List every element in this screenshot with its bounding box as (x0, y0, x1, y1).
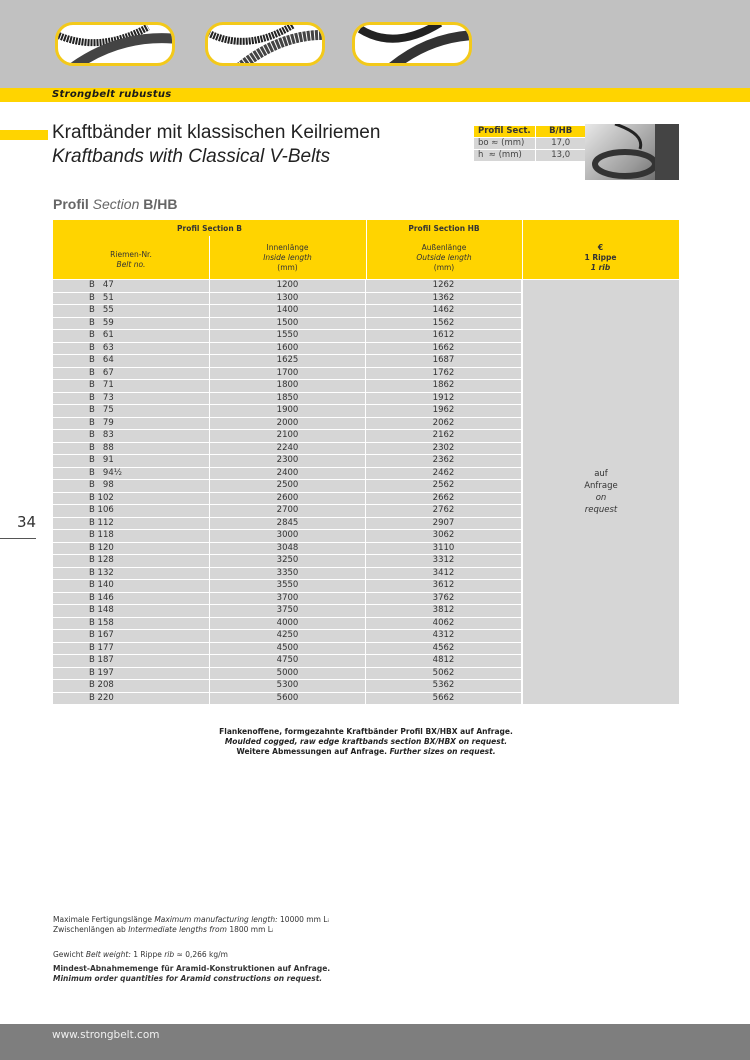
belt-number-text: B 146 (89, 592, 114, 603)
inside-length: 3048 (210, 543, 365, 555)
belt-number (53, 318, 209, 330)
page-title-de: Kraftbänder mit klassischen Keilriemen (52, 122, 381, 143)
title-marker (0, 130, 48, 140)
inside-length: 1400 (210, 305, 365, 317)
belt-number (53, 680, 209, 692)
col-header-price (522, 243, 679, 273)
max-length-en: Maximum manufacturing length: (154, 915, 278, 924)
inside-length: 3250 (210, 555, 365, 567)
outside-length: 2362 (366, 455, 521, 467)
belt-number-text: B 158 (89, 617, 114, 628)
belt-number-text: B 67 (89, 367, 114, 378)
outside-length: 4312 (366, 630, 521, 642)
max-length-line (53, 915, 329, 925)
belt-number (53, 530, 209, 542)
outside-length: 3412 (366, 568, 521, 580)
belt-number-text: B 118 (89, 530, 114, 540)
belt-number (53, 280, 209, 292)
max-length-value: 10000 mm Lᵢ (277, 915, 329, 924)
price-text-de-2: Anfrage (584, 481, 618, 491)
col-header-outside-unit: (mm) (433, 263, 455, 272)
belt-number (53, 468, 209, 480)
col-header-belt-de: Riemen-Nr. (110, 250, 152, 259)
section-title-prefix: Profil (53, 196, 93, 212)
belt-number-text: B 132 (89, 567, 114, 578)
inside-length: 1600 (210, 343, 365, 355)
section-title-italic: Section (92, 196, 140, 212)
belt-number-text: B 83 (89, 430, 114, 440)
inside-length: 2240 (210, 443, 365, 455)
intermediate-value: 1800 mm Lᵢ (226, 925, 274, 934)
inside-length: 4000 (210, 618, 365, 630)
belt-number (53, 405, 209, 417)
belt-photo-2 (205, 22, 325, 66)
belt-number-text: B 88 (89, 442, 114, 453)
outside-length: 3312 (366, 555, 521, 567)
belt-photo-1 (55, 22, 175, 66)
inside-length: 2600 (210, 493, 365, 505)
min-order-de: Mindest-Abnahmemenge für Aramid-Konstruktionen auf Anfrage. (53, 964, 331, 973)
section-title (53, 196, 178, 212)
inside-length: 5000 (210, 668, 365, 680)
outside-length: 2162 (366, 430, 521, 442)
intermediate-length-line (53, 925, 273, 935)
inside-length: 5300 (210, 680, 365, 692)
belt-number-text: B 71 (89, 380, 114, 390)
belt-number-text: B 61 (89, 330, 114, 340)
belt-number (53, 693, 209, 705)
outside-length: 2302 (366, 443, 521, 455)
belt-number-text: B 128 (89, 555, 114, 565)
outside-length: 3612 (366, 580, 521, 592)
belt-number-text: B 75 (89, 405, 114, 415)
spec-label: h ≈ (mm) (474, 150, 536, 162)
page-title-en: Kraftbands with Classical V-Belts (52, 146, 331, 167)
outside-length: 2762 (366, 505, 521, 517)
weight-rib-en: rib (164, 950, 175, 959)
belt-number (53, 630, 209, 642)
inside-length: 2700 (210, 505, 365, 517)
inside-length: 3700 (210, 593, 365, 605)
belt-number (53, 330, 209, 342)
note-de: Flankenoffene, formgezahnte Kraftbänder Profil BX/HBX auf Anfrage. (219, 727, 513, 736)
belt-photo-3 (352, 22, 472, 66)
belt-number (53, 293, 209, 305)
belt-number (53, 393, 209, 405)
belt-number (53, 655, 209, 667)
col-header-outside-de: Außenlänge (421, 243, 467, 252)
outside-length: 1962 (366, 405, 521, 417)
inside-length: 4250 (210, 630, 365, 642)
belt-number (53, 618, 209, 630)
outside-length: 3110 (366, 543, 521, 555)
inside-length: 4500 (210, 643, 365, 655)
group-header-b: Profil Section B (177, 224, 242, 233)
col-header-price-currency: € (597, 243, 604, 252)
page-number-rule (0, 538, 36, 539)
inside-length: 1800 (210, 380, 365, 392)
col-header-price-de: 1 Rippe (584, 253, 617, 262)
outside-length: 1262 (366, 280, 521, 292)
inside-length: 2500 (210, 480, 365, 492)
inside-length: 1900 (210, 405, 365, 417)
belt-number-text: B 98 (89, 480, 114, 490)
belt-number (53, 568, 209, 580)
outside-length: 1562 (366, 318, 521, 330)
belt-number (53, 605, 209, 617)
belt-product-photo (585, 124, 679, 180)
belt-number-text: B 94½ (89, 467, 122, 478)
outside-length: 3762 (366, 593, 521, 605)
belt-number (53, 430, 209, 442)
belt-number-text: B 55 (89, 305, 114, 315)
note-further-de: Weitere Abmessungen auf Anfrage. (236, 747, 388, 756)
inside-length: 1850 (210, 393, 365, 405)
table-header (53, 220, 679, 279)
outside-length: 2907 (366, 518, 521, 530)
belt-number-text: B 63 (89, 342, 114, 353)
inside-length: 4750 (210, 655, 365, 667)
col-header-belt (53, 250, 209, 270)
belt-number-text: B 47 (89, 280, 114, 290)
inside-length: 3350 (210, 568, 365, 580)
intermediate-de: Zwischenlängen ab (53, 925, 129, 934)
belt-number-text: B 120 (89, 542, 114, 553)
belt-number (53, 305, 209, 317)
col-header-inside (209, 243, 366, 273)
intermediate-en: Intermediate lengths from (128, 925, 227, 934)
outside-length: 5062 (366, 668, 521, 680)
inside-length: 1500 (210, 318, 365, 330)
col-header-inside-unit: (mm) (277, 263, 298, 272)
inside-length: 5600 (210, 693, 365, 705)
brand-name: Strongbelt rubustus (52, 89, 172, 100)
col-header-inside-en: Inside length (263, 253, 312, 262)
belt-number (53, 643, 209, 655)
belt-number (53, 505, 209, 517)
outside-length: 1612 (366, 330, 521, 342)
belt-number (53, 343, 209, 355)
weight-en: Belt weight: (85, 950, 131, 959)
belt-number (53, 555, 209, 567)
outside-length: 2462 (366, 468, 521, 480)
inside-length: 3550 (210, 580, 365, 592)
price-text-en-1: on (595, 493, 607, 503)
belt-number (53, 668, 209, 680)
col-header-outside-en: Outside length (416, 253, 472, 262)
outside-length: 1462 (366, 305, 521, 317)
outside-length: 1662 (366, 343, 521, 355)
belt-number-text: B 106 (89, 505, 114, 515)
spec-value: 13,0 (535, 150, 586, 162)
max-length-de: Maximale Fertigungslänge (53, 915, 155, 924)
min-order-en: Minimum order quantities for Aramid constructions on request. (53, 974, 323, 983)
outside-length: 5662 (366, 693, 521, 705)
belt-table (53, 220, 679, 705)
outside-length: 1862 (366, 380, 521, 392)
belt-number (53, 543, 209, 555)
belt-number-text: B 220 (89, 692, 114, 703)
outside-length: 2562 (366, 480, 521, 492)
belt-number-text: B 64 (89, 355, 114, 365)
outside-length: 2662 (366, 493, 521, 505)
col-header-belt-en: Belt no. (116, 260, 146, 269)
inside-length: 2845 (210, 518, 365, 530)
outside-length: 4062 (366, 618, 521, 630)
belt-number (53, 418, 209, 430)
price-text-de-1: auf (594, 469, 608, 479)
note-en: Moulded cogged, raw edge kraftbands section BX/HBX on request. (224, 737, 508, 746)
belt-number (53, 493, 209, 505)
belt-number-text: B 59 (89, 317, 114, 328)
price-text-en-2: request (584, 505, 618, 515)
spec-label: bo ≈ (mm) (474, 138, 536, 150)
group-header-hb: Profil Section HB (408, 224, 480, 233)
belt-number-text: B 73 (89, 392, 114, 403)
belt-number (53, 593, 209, 605)
inside-length: 1625 (210, 355, 365, 367)
outside-length: 3062 (366, 530, 521, 542)
outside-length: 4562 (366, 643, 521, 655)
belt-number-text: B 197 (89, 667, 114, 678)
inside-length: 1550 (210, 330, 365, 342)
belt-number (53, 580, 209, 592)
inside-length: 1300 (210, 293, 365, 305)
table-body (53, 280, 679, 704)
weight-rib-de: 1 Rippe (130, 950, 165, 959)
section-title-suffix: B/HB (139, 196, 178, 212)
weight-line (53, 950, 228, 960)
col-header-inside-de: Innenlänge (266, 243, 309, 252)
inside-length: 1200 (210, 280, 365, 292)
belt-number (53, 380, 209, 392)
belt-number-text: B 112 (89, 517, 114, 528)
outside-length: 1912 (366, 393, 521, 405)
belt-number-text: B 187 (89, 655, 114, 665)
inside-length: 2300 (210, 455, 365, 467)
inside-length: 3750 (210, 605, 365, 617)
belt-number (53, 518, 209, 530)
belt-number (53, 355, 209, 367)
outside-length: 1362 (366, 293, 521, 305)
outside-length: 4812 (366, 655, 521, 667)
outside-length: 3812 (366, 605, 521, 617)
belt-number (53, 368, 209, 380)
website-link[interactable]: www.strongbelt.com (52, 1029, 160, 1041)
belt-number (53, 455, 209, 467)
outside-length: 1687 (366, 355, 521, 367)
inside-length: 1700 (210, 368, 365, 380)
spec-header-value: B/HB (535, 126, 586, 138)
belt-number (53, 443, 209, 455)
belt-number-text: B 102 (89, 492, 114, 503)
weight-de: Gewicht (53, 950, 86, 959)
col-header-price-en: 1 rib (590, 263, 611, 272)
belt-number-text: B 208 (89, 680, 114, 690)
belt-number-text: B 167 (89, 630, 114, 640)
col-header-outside (366, 243, 522, 273)
inside-length: 2400 (210, 468, 365, 480)
belt-number-text: B 79 (89, 417, 114, 428)
inside-length: 3000 (210, 530, 365, 542)
note-further-en: Further sizes on request. (389, 747, 496, 756)
belt-number-text: B 140 (89, 580, 114, 590)
spec-header-label: Profil Sect. (474, 126, 536, 138)
weight-value: ≈ 0,266 kg/m (174, 950, 228, 959)
belt-number-text: B 91 (89, 455, 114, 465)
table-notes (53, 727, 679, 757)
belt-number-text: B 148 (89, 605, 114, 615)
page-number: 34 (17, 513, 37, 531)
belt-number (53, 480, 209, 492)
outside-length: 1762 (366, 368, 521, 380)
inside-length: 2100 (210, 430, 365, 442)
outside-length: 5362 (366, 680, 521, 692)
belt-number-text: B 177 (89, 642, 114, 653)
spec-table (473, 125, 587, 162)
price-cell (523, 280, 679, 704)
spec-value: 17,0 (535, 138, 586, 150)
belt-number-text: B 51 (89, 292, 114, 303)
outside-length: 2062 (366, 418, 521, 430)
inside-length: 2000 (210, 418, 365, 430)
